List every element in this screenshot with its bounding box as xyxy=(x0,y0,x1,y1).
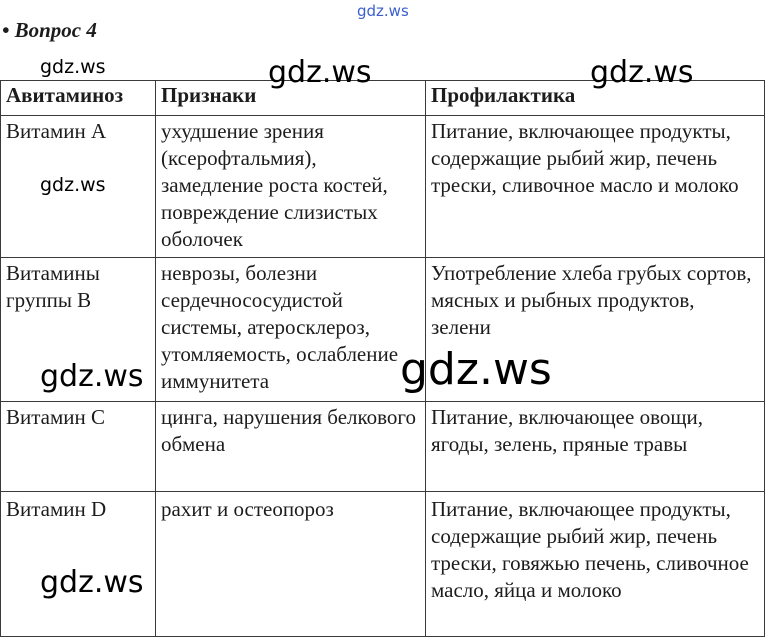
watermark-small: gdz.ws xyxy=(40,56,106,78)
watermark-header: gdz.ws xyxy=(268,55,372,90)
cell-prevention: Питание, включающее продукты, содержащие рыбий жир, печень трески, сливочное масло и молоко xyxy=(426,116,765,258)
table-row xyxy=(1,402,765,492)
header-prevention: Профилактика xyxy=(426,81,765,116)
cell-prevention: Питание, включающее овощи, ягоды, зелень, пряные травы xyxy=(426,402,765,492)
watermark-top: gdz.ws xyxy=(357,2,409,20)
cell-signs: рахит и остеопороз xyxy=(156,492,426,637)
table-row xyxy=(1,492,765,637)
cell-prevention: Употребление хлеба грубых сортов, мясных и рыбных продуктов, зелени xyxy=(426,258,765,402)
cell-vitamin: Витамин С xyxy=(1,402,156,492)
watermark-medium: gdz.ws xyxy=(40,359,144,394)
table-row xyxy=(1,116,765,258)
watermark-large: gdz.ws xyxy=(400,344,552,395)
cell-vitamin: Витамин А xyxy=(1,116,156,258)
cell-signs: неврозы, болезни сердечнососудистой системы, атеросклероз, утомляемость, ослабление иммунитета xyxy=(156,258,426,402)
cell-signs: цинга, нарушения белкового обмена xyxy=(156,402,426,492)
header-avitaminosis: Авитаминоз xyxy=(1,81,156,116)
watermark-medium: gdz.ws xyxy=(40,565,144,600)
watermark-header: gdz.ws xyxy=(590,55,694,90)
cell-signs: ухудшение зрения (ксерофтальмия), замедление роста костей, повреждение слизистых оболочек xyxy=(156,116,426,258)
cell-vitamin: Витамин D xyxy=(1,492,156,637)
header-signs: Признаки xyxy=(156,81,426,116)
cell-prevention: Питание, включающее продукты, содержащие рыбий жир, печень трески, говяжью печень, сливочное масло, яйца и молоко xyxy=(426,492,765,637)
watermark-small: gdz.ws xyxy=(40,174,106,196)
cell-vitamin: Витамины группы В xyxy=(1,258,156,402)
question-heading: • Вопрос 4 xyxy=(2,18,97,42)
